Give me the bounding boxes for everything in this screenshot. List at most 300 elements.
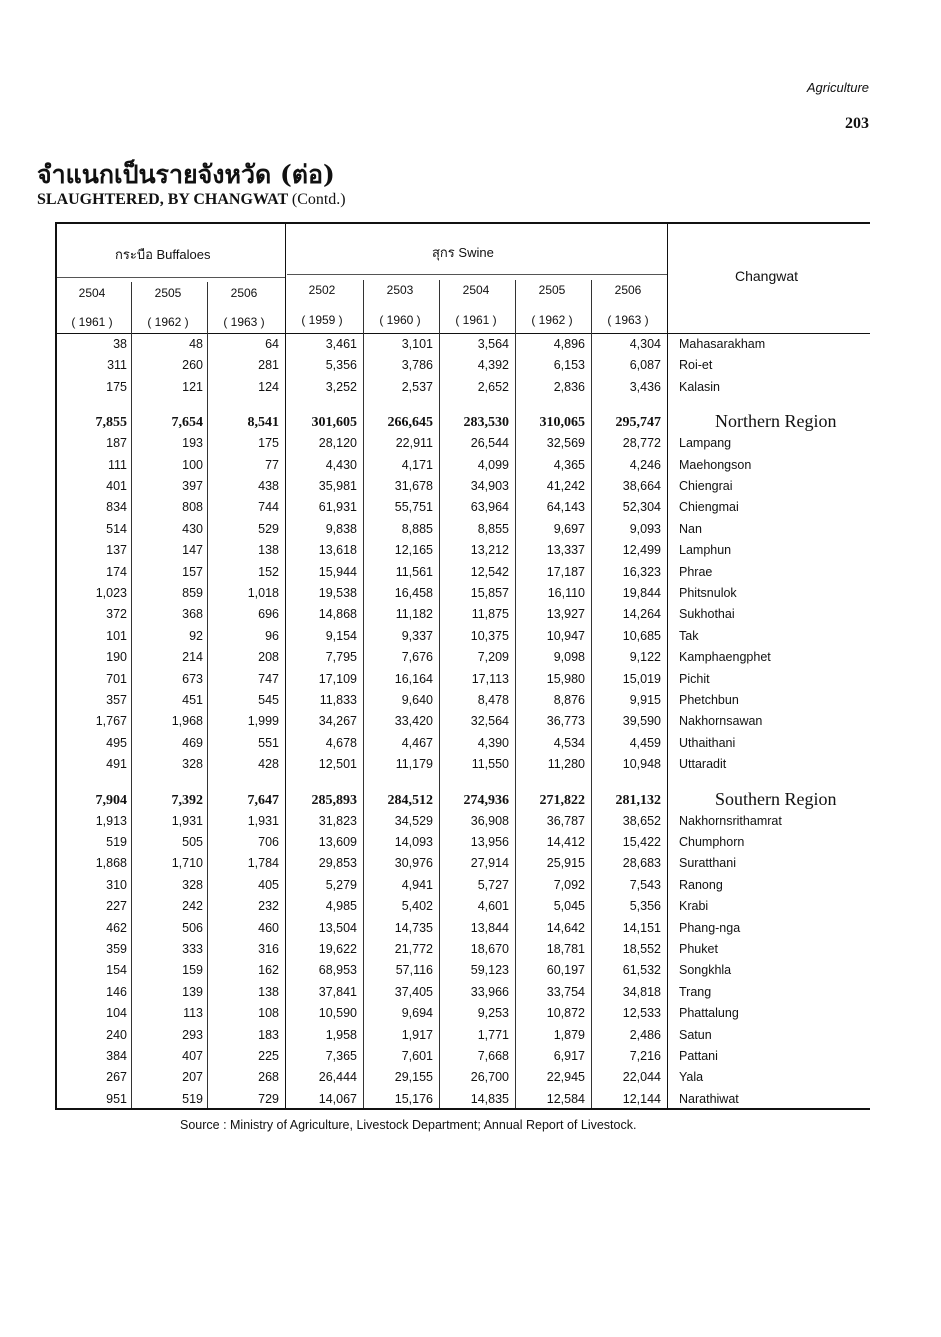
- changwat-name: Kalasin: [679, 379, 720, 394]
- table-cell: 7,904: [95, 792, 127, 808]
- table-cell: 5,356: [325, 358, 357, 373]
- table-cell: 1,917: [401, 1027, 433, 1042]
- table-cell: 225: [258, 1049, 279, 1063]
- table-cell: 3,461: [325, 337, 357, 351]
- table-cell: 430: [182, 521, 203, 536]
- table-row: [55, 714, 870, 735]
- table-cell: 157: [182, 564, 203, 579]
- changwat-name: Tak: [679, 628, 699, 643]
- table-cell: 138: [258, 543, 279, 558]
- table-cell: 17,187: [546, 564, 585, 579]
- table-cell: 52,304: [622, 500, 661, 515]
- table-cell: 368: [182, 607, 203, 622]
- table-cell: 8,876: [553, 693, 585, 707]
- table-row: [55, 650, 870, 671]
- table-cell: 9,154: [325, 628, 357, 643]
- table-cell: 519: [182, 1091, 203, 1106]
- table-cell: 7,855: [95, 415, 127, 431]
- table-cell: 283,530: [463, 415, 509, 431]
- changwat-name: Phuket: [679, 942, 718, 956]
- table-row: [55, 543, 870, 564]
- table-cell: 15,944: [318, 564, 357, 579]
- table-cell: 31,823: [318, 813, 357, 828]
- table-cell: 12,165: [394, 543, 433, 558]
- table-cell: 14,264: [622, 607, 661, 622]
- table-cell: 39,590: [622, 714, 661, 729]
- table-row: [55, 629, 870, 650]
- table-cell: 27,914: [470, 856, 509, 871]
- table-row: [55, 522, 870, 543]
- table-cell: 19,622: [318, 942, 357, 956]
- table-cell: 18,670: [470, 942, 509, 956]
- table-cell: 108: [258, 1006, 279, 1021]
- table-cell: 13,337: [546, 543, 585, 558]
- table-cell: 1,767: [95, 714, 127, 729]
- year-be-label: 2506: [230, 286, 258, 300]
- table-cell: 38: [113, 337, 127, 351]
- table-row: [55, 856, 870, 877]
- table-cell: 1,999: [247, 714, 279, 729]
- table-cell: 96: [265, 628, 279, 643]
- changwat-name: Uttaradit: [679, 757, 727, 772]
- table-cell: 13,927: [546, 607, 585, 622]
- table-cell: 333: [182, 942, 203, 956]
- table-cell: 7,543: [629, 877, 661, 892]
- table-row: [55, 1092, 870, 1113]
- table-cell: 208: [258, 650, 279, 665]
- table-cell: 1,931: [247, 813, 279, 828]
- swine-group-label: สุกร Swine: [432, 245, 494, 260]
- table-cell: 111: [107, 457, 127, 472]
- table-cell: 242: [182, 899, 203, 914]
- table-cell: 4,246: [629, 457, 661, 472]
- buffaloes-group-underline: [57, 277, 285, 278]
- table-cell: 310,065: [539, 415, 585, 431]
- table-cell: 22,945: [546, 1070, 585, 1085]
- table-cell: 428: [258, 757, 279, 772]
- page-number: 203: [845, 115, 869, 132]
- table-cell: 16,323: [622, 564, 661, 579]
- year-ce-label: ( 1963 ): [223, 315, 265, 329]
- table-cell: 706: [258, 835, 279, 849]
- table-cell: 14,642: [546, 920, 585, 935]
- changwat-name: Nan: [679, 521, 702, 536]
- table-cell: 495: [106, 735, 127, 750]
- table-cell: 311: [107, 358, 127, 373]
- table-cell: 17,113: [471, 671, 509, 686]
- table-cell: 4,678: [325, 735, 357, 750]
- table-cell: 5,279: [325, 877, 357, 892]
- table-row: [55, 1006, 870, 1027]
- table-cell: 16,110: [547, 586, 585, 600]
- table-row: [55, 757, 870, 778]
- table-cell: 14,412: [546, 835, 585, 849]
- changwat-header: Changwat: [735, 268, 799, 284]
- table-cell: 34,903: [470, 479, 509, 493]
- table-cell: 41,242: [546, 479, 585, 493]
- region-name: Northern Region: [715, 411, 837, 432]
- table-cell: 4,430: [325, 457, 357, 472]
- table-cell: 34,818: [622, 984, 661, 999]
- year-ce-label: ( 1961 ): [455, 313, 497, 327]
- table-cell: 9,694: [401, 1006, 433, 1021]
- table-cell: 14,151: [622, 920, 661, 935]
- table-cell: 12,144: [622, 1091, 661, 1106]
- table-cell: 68,953: [318, 963, 357, 978]
- table-cell: 729: [258, 1091, 279, 1106]
- table-cell: 11,561: [395, 564, 433, 579]
- table-cell: 9,697: [553, 521, 585, 536]
- changwat-name: Nakhornsrithamrat: [679, 813, 782, 828]
- table-cell: 30,976: [394, 856, 433, 871]
- table-cell: 9,253: [477, 1006, 509, 1021]
- table-cell: 469: [182, 735, 203, 750]
- table-cell: 1,968: [171, 714, 203, 729]
- table-cell: 1,958: [325, 1027, 357, 1042]
- table-cell: 11,833: [319, 693, 357, 707]
- table-cell: 3,101: [401, 337, 433, 351]
- table-cell: 11,875: [471, 607, 509, 622]
- year-be-label: 2505: [538, 283, 566, 297]
- table-cell: 3,786: [401, 358, 433, 373]
- table-cell: 2,652: [477, 379, 509, 394]
- table-cell: 2,537: [401, 379, 433, 394]
- table-cell: 281,132: [615, 792, 661, 808]
- table-cell: 19,538: [318, 586, 357, 600]
- table-cell: 162: [258, 963, 279, 978]
- table-cell: 2,836: [553, 379, 585, 394]
- table-row: [55, 672, 870, 693]
- table-cell: 214: [182, 650, 203, 665]
- year-be-label: 2506: [614, 283, 642, 297]
- table-cell: 11,280: [547, 757, 585, 772]
- table-row: [55, 814, 870, 835]
- table-cell: 121: [182, 379, 203, 394]
- table-cell: 438: [258, 479, 279, 493]
- changwat-name: Lamphun: [679, 543, 732, 558]
- table-cell: 551: [258, 735, 279, 750]
- table-cell: 10,685: [622, 628, 661, 643]
- table-cell: 281: [258, 358, 279, 373]
- table-cell: 32,569: [546, 436, 585, 451]
- table-cell: 7,654: [171, 415, 203, 431]
- table-cell: 37,841: [318, 984, 357, 999]
- table-cell: 328: [182, 877, 203, 892]
- table-cell: 266,645: [387, 415, 433, 431]
- table-cell: 357: [106, 693, 127, 707]
- table-cell: 10,948: [622, 757, 661, 772]
- changwat-name: Mahasarakham: [679, 337, 766, 351]
- table-cell: 61,931: [318, 500, 357, 515]
- table-cell: 240: [106, 1027, 127, 1042]
- table-cell: 7,795: [325, 650, 357, 665]
- table-cell: 63,964: [470, 500, 509, 515]
- table-cell: 104: [106, 1006, 127, 1021]
- changwat-name: Chiengrai: [679, 479, 733, 493]
- year-ce-label: ( 1961 ): [71, 315, 113, 329]
- table-cell: 12,499: [622, 543, 661, 558]
- table-cell: 15,422: [622, 835, 661, 849]
- table-cell: 124: [258, 379, 279, 394]
- year-ce-label: ( 1963 ): [607, 313, 649, 327]
- table-cell: 175: [258, 436, 279, 451]
- table-cell: 15,176: [394, 1091, 433, 1106]
- table-cell: 505: [182, 835, 203, 849]
- table-cell: 4,985: [325, 899, 357, 914]
- changwat-name: Nakhornsawan: [679, 714, 763, 729]
- table-cell: 18,781: [546, 942, 585, 956]
- table-cell: 60,197: [546, 963, 585, 978]
- table-cell: 4,390: [477, 735, 509, 750]
- table-cell: 1,018: [247, 586, 279, 600]
- table-cell: 138: [258, 984, 279, 999]
- table-cell: 100: [182, 457, 203, 472]
- table-cell: 16,164: [394, 671, 433, 686]
- table-cell: 5,045: [553, 899, 585, 914]
- table-cell: 4,896: [553, 337, 585, 351]
- changwat-name: Satun: [679, 1027, 712, 1042]
- table-cell: 9,838: [325, 521, 357, 536]
- year-be-label: 2505: [154, 286, 182, 300]
- table-cell: 14,868: [318, 607, 357, 622]
- table-cell: 8,541: [247, 415, 279, 431]
- changwat-name: Phetchbun: [679, 693, 739, 707]
- table-cell: 190: [106, 650, 127, 665]
- table-cell: 834: [106, 500, 127, 515]
- changwat-name: Lampang: [679, 436, 732, 451]
- changwat-name: Phitsnulok: [679, 586, 737, 600]
- table-row: [55, 878, 870, 899]
- table-cell: 4,941: [401, 877, 433, 892]
- table-cell: 22,044: [622, 1070, 661, 1085]
- table-cell: 6,917: [553, 1049, 585, 1063]
- table-cell: 33,420: [394, 714, 433, 729]
- year-be-label: 2504: [78, 286, 106, 300]
- table-cell: 64,143: [546, 500, 585, 515]
- year-ce-label: ( 1962 ): [147, 315, 189, 329]
- table-cell: 1,868: [95, 856, 127, 871]
- table-cell: 193: [182, 436, 203, 451]
- table-cell: 10,590: [318, 1006, 357, 1021]
- table-cell: 7,668: [477, 1049, 509, 1063]
- table-cell: 14,835: [470, 1091, 509, 1106]
- table-cell: 32,564: [470, 714, 509, 729]
- table-cell: 28,683: [622, 856, 661, 871]
- table-row: [55, 693, 870, 714]
- table-cell: 491: [106, 757, 127, 772]
- table-row: [55, 736, 870, 757]
- table-cell: 92: [189, 628, 203, 643]
- table-cell: 29,853: [318, 856, 357, 871]
- table-cell: 268: [258, 1070, 279, 1085]
- table-cell: 227: [106, 899, 127, 914]
- table-cell: 4,099: [477, 457, 509, 472]
- table-row: [55, 607, 870, 628]
- table-cell: 285,893: [311, 792, 357, 808]
- table-cell: 55,751: [394, 500, 433, 515]
- table-cell: 14,067: [318, 1091, 357, 1106]
- table-header-rule: [55, 333, 870, 334]
- table-cell: 146: [106, 984, 127, 999]
- table-cell: 1,023: [95, 586, 127, 600]
- changwat-name: Maehongson: [679, 457, 752, 472]
- table-cell: 506: [182, 920, 203, 935]
- table-cell: 3,436: [629, 379, 661, 394]
- table-cell: 21,772: [394, 942, 433, 956]
- changwat-name: Roi-et: [679, 358, 713, 373]
- table-cell: 9,122: [629, 650, 661, 665]
- table-row: [55, 1049, 870, 1070]
- table-cell: 3,564: [477, 337, 509, 351]
- table-row: [55, 500, 870, 521]
- table-cell: 8,885: [401, 521, 433, 536]
- table-cell: 36,787: [546, 813, 585, 828]
- table-cell: 175: [106, 379, 127, 394]
- table-cell: 4,601: [477, 899, 509, 914]
- changwat-name: Phang-nga: [679, 920, 741, 935]
- table-cell: 10,947: [546, 628, 585, 643]
- table-cell: 397: [182, 479, 203, 493]
- table-cell: 7,092: [553, 877, 585, 892]
- table-cell: 11,550: [471, 757, 509, 772]
- table-cell: 405: [258, 877, 279, 892]
- table-cell: 12,533: [622, 1006, 661, 1021]
- table-cell: 139: [182, 984, 203, 999]
- table-cell: 8,478: [477, 693, 509, 707]
- table-row: [55, 963, 870, 984]
- table-cell: 22,911: [395, 436, 433, 451]
- changwat-name: Yala: [679, 1070, 704, 1085]
- table-cell: 747: [258, 671, 279, 686]
- table-row: [55, 337, 870, 358]
- year-be-label: 2503: [386, 283, 414, 297]
- table-cell: 4,459: [629, 735, 661, 750]
- table-cell: 33,966: [470, 984, 509, 999]
- table-row: [55, 380, 870, 401]
- changwat-name: Pattani: [679, 1049, 718, 1063]
- table-cell: 34,267: [318, 714, 357, 729]
- table-cell: 15,857: [470, 586, 509, 600]
- table-cell: 26,544: [470, 436, 509, 451]
- table-cell: 7,209: [477, 650, 509, 665]
- table-cell: 744: [258, 500, 279, 515]
- table-cell: 401: [106, 479, 127, 493]
- changwat-name: Narathiwat: [679, 1091, 739, 1106]
- table-cell: 260: [182, 358, 203, 373]
- table-cell: 64: [265, 337, 279, 351]
- changwat-name: Kamphaengphet: [679, 650, 771, 665]
- table-cell: 38,652: [622, 813, 661, 828]
- table-cell: 207: [182, 1070, 203, 1085]
- table-cell: 28,772: [622, 436, 661, 451]
- changwat-name: Phattalung: [679, 1006, 739, 1021]
- year-ce-label: ( 1962 ): [531, 313, 573, 327]
- table-cell: 4,392: [477, 358, 509, 373]
- year-ce-label: ( 1960 ): [379, 313, 421, 327]
- title-english: [37, 191, 346, 209]
- table-cell: 16,458: [394, 586, 433, 600]
- table-row: [55, 586, 870, 607]
- table-cell: 301,605: [311, 415, 357, 431]
- changwat-name: Pichit: [679, 671, 710, 686]
- table-cell: 13,956: [470, 835, 509, 849]
- table-cell: 1,879: [553, 1027, 585, 1042]
- table-cell: 310: [106, 877, 127, 892]
- table-cell: 514: [106, 521, 127, 536]
- table-top-rule: [55, 222, 870, 224]
- changwat-name: Ranong: [679, 877, 723, 892]
- table-cell: 15,980: [546, 671, 585, 686]
- table-cell: 384: [106, 1049, 127, 1063]
- table-cell: 159: [182, 963, 203, 978]
- table-cell: 673: [182, 671, 203, 686]
- source-note: Source : Ministry of Agriculture, Livestock Department; Annual Report of Livestock.: [180, 1118, 637, 1132]
- table-cell: 36,908: [470, 813, 509, 828]
- table-cell: 12,584: [546, 1091, 585, 1106]
- table-cell: 5,356: [629, 899, 661, 914]
- table-cell: 113: [183, 1006, 203, 1021]
- table-cell: 808: [182, 500, 203, 515]
- table-cell: 152: [258, 564, 279, 579]
- table-cell: 2,486: [629, 1027, 661, 1042]
- table-row: [55, 358, 870, 379]
- table-cell: 8,855: [477, 521, 509, 536]
- table-cell: 11,179: [395, 757, 433, 772]
- table-cell: 13,609: [318, 835, 357, 849]
- table-cell: 11,182: [395, 607, 433, 622]
- table-cell: 4,467: [401, 735, 433, 750]
- table-cell: 274,936: [463, 792, 509, 808]
- table-cell: 696: [258, 607, 279, 622]
- table-row: [55, 1070, 870, 1091]
- table-cell: 13,844: [470, 920, 509, 935]
- table-cell: 284,512: [387, 792, 433, 808]
- table-cell: 183: [258, 1027, 279, 1042]
- table-row: [55, 479, 870, 500]
- table-cell: 25,915: [546, 856, 585, 871]
- year-be-label: 2502: [308, 283, 336, 297]
- table-cell: 33,754: [546, 984, 585, 999]
- table-cell: 12,501: [318, 757, 357, 772]
- table-cell: 38,664: [622, 479, 661, 493]
- table-cell: 17,109: [318, 671, 357, 686]
- year-ce-label: ( 1959 ): [301, 313, 343, 327]
- table-cell: 14,735: [394, 920, 433, 935]
- table-cell: 13,618: [318, 543, 357, 558]
- changwat-name: Chiengmai: [679, 500, 739, 515]
- table-cell: 14,093: [394, 835, 433, 849]
- changwat-name: Uthaithani: [679, 735, 736, 750]
- table-cell: 951: [106, 1091, 127, 1106]
- table-cell: 462: [106, 920, 127, 935]
- table-cell: 328: [182, 757, 203, 772]
- table-cell: 15,019: [622, 671, 661, 686]
- table-cell: 12,542: [470, 564, 509, 579]
- table-cell: 13,504: [318, 920, 357, 935]
- table-cell: 137: [106, 543, 127, 558]
- table-cell: 859: [182, 586, 203, 600]
- table-cell: 101: [106, 628, 127, 643]
- table-cell: 5,727: [477, 877, 509, 892]
- running-head: Agriculture: [806, 80, 869, 95]
- changwat-name: Trang: [679, 984, 712, 999]
- table-row: [55, 436, 870, 457]
- region-total-row: [55, 788, 870, 814]
- table-cell: 271,822: [539, 792, 585, 808]
- table-cell: 187: [106, 436, 127, 451]
- table-cell: 9,640: [401, 693, 433, 707]
- table-cell: 519: [106, 835, 127, 849]
